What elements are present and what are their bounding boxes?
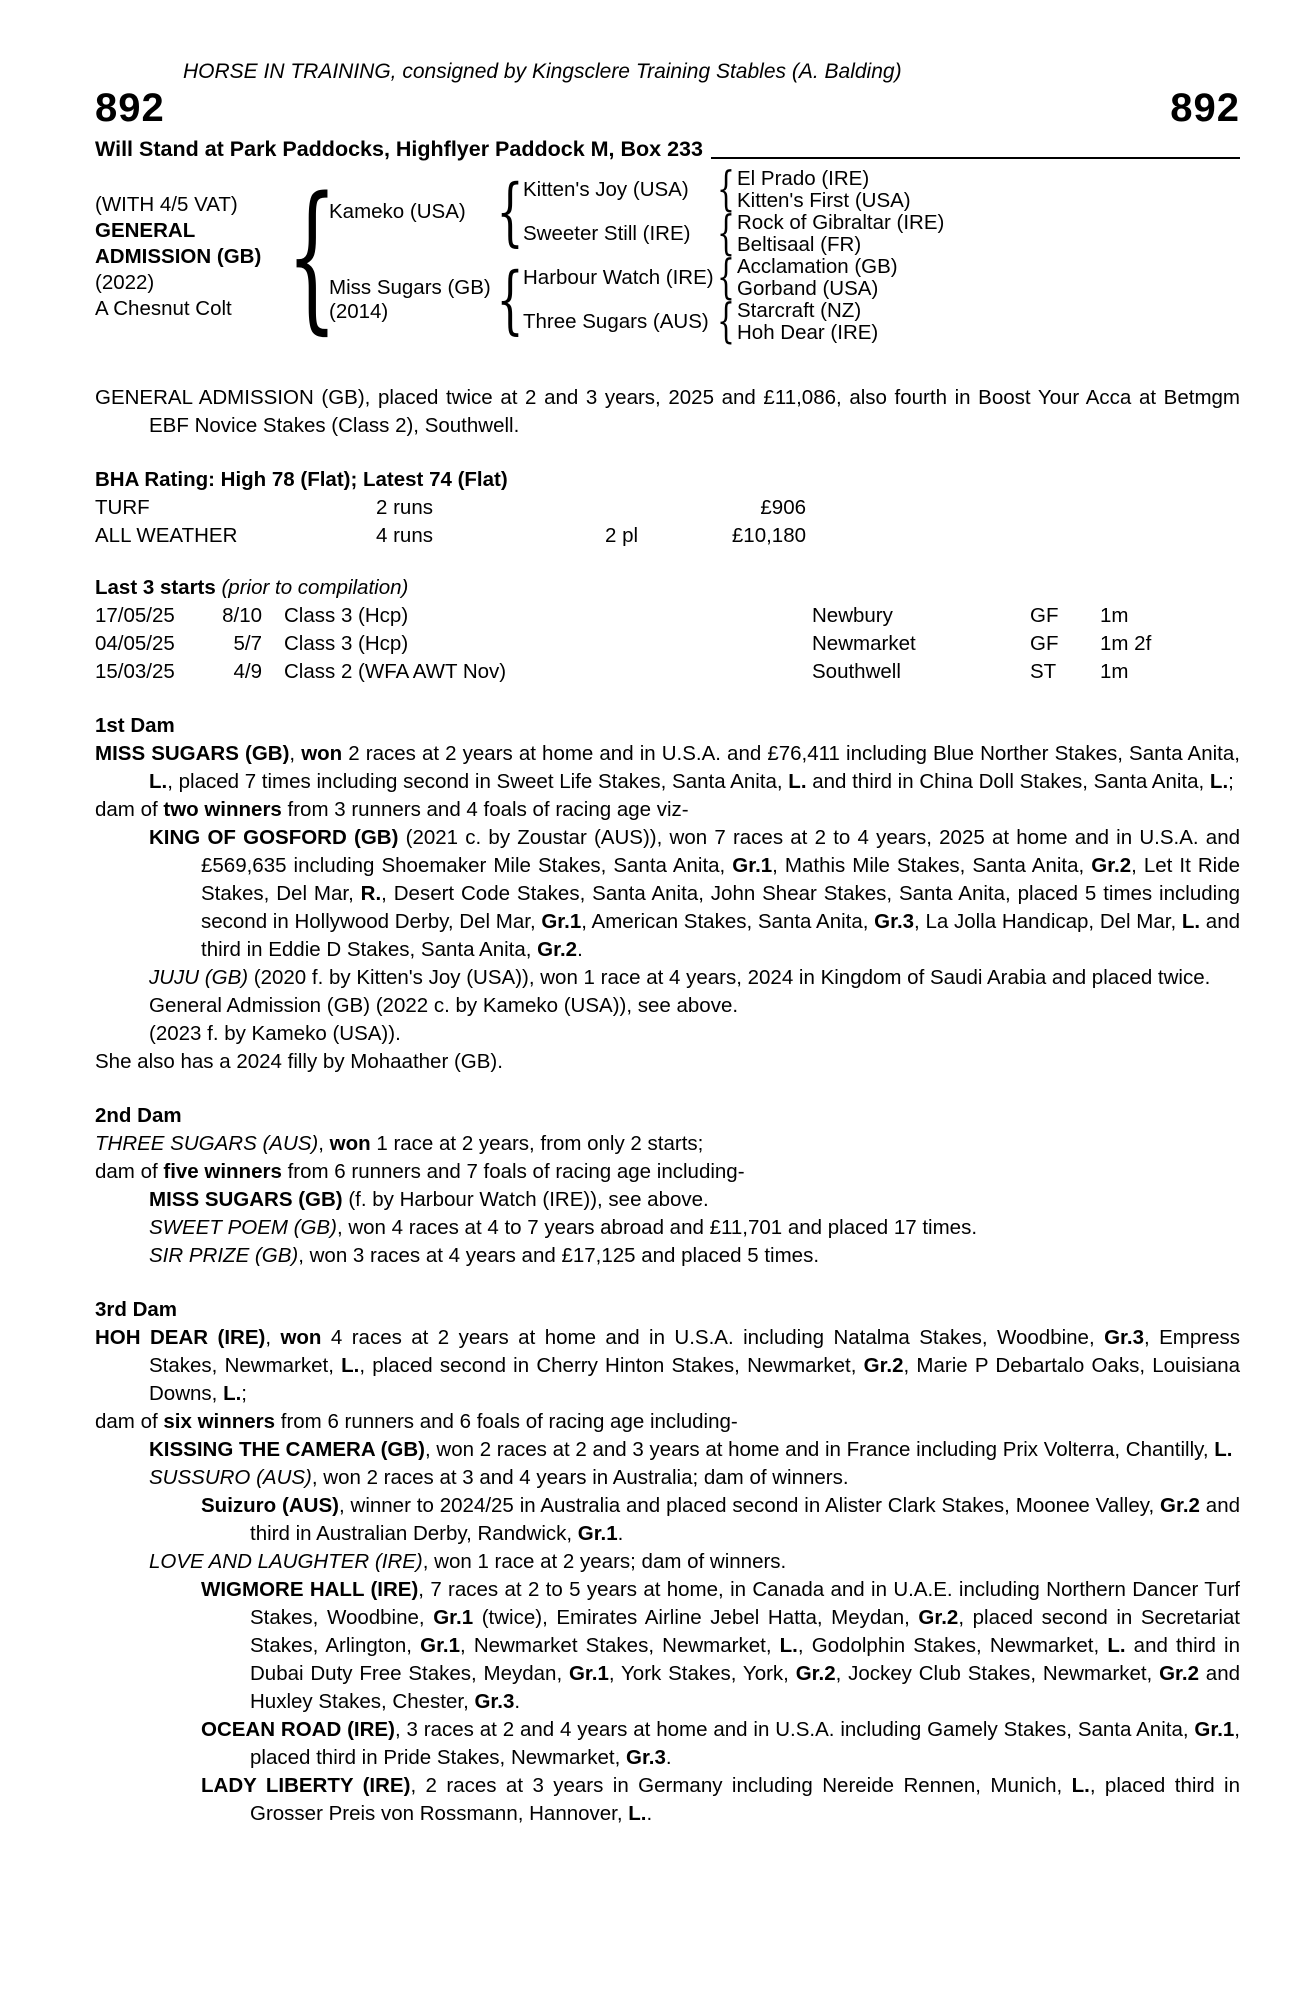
text-segment: , placed second in Secretariat Stakes, Arlington, xyxy=(250,1606,1241,1657)
text-segment: Gr.2 xyxy=(1160,1494,1200,1517)
text-segment: Gr.2 xyxy=(1091,854,1132,877)
text-segment: L. xyxy=(149,770,168,793)
text-segment: Gr.1 xyxy=(541,910,582,933)
text-segment: , York Stakes, York, xyxy=(608,1662,796,1685)
race-course: Newbury xyxy=(812,604,893,627)
text-segment: . xyxy=(646,1802,653,1825)
text-segment: Gr.1 xyxy=(568,1662,609,1685)
last-starts-label: Last 3 starts xyxy=(95,576,216,599)
text-segment: Gr.2 xyxy=(1159,1662,1199,1685)
text-segment: Gr.1 xyxy=(433,1606,474,1629)
text-segment: L. xyxy=(1214,1438,1233,1461)
text-segment: , 3 races at 2 and 4 years at home and in U.S.A. including Gamely Stakes, Santa Anita, xyxy=(394,1718,1195,1741)
race-course: Newmarket xyxy=(812,632,916,655)
race-distance: 1m xyxy=(1100,660,1129,683)
text-segment: R. xyxy=(360,882,382,905)
text-segment: , American Stakes, Santa Anita, xyxy=(581,910,875,933)
vat-note: (WITH 4/5 VAT) xyxy=(95,193,238,216)
race-date: 17/05/25 xyxy=(95,604,175,627)
lot-number-right: 892 xyxy=(1170,86,1240,130)
surface-stats-table xyxy=(95,494,1240,550)
text-segment: L. xyxy=(223,1382,242,1405)
text-segment: , Marie P Debartalo Oaks, Louisiana Downs, xyxy=(149,1354,1240,1405)
text-segment: Gr.2 xyxy=(795,1662,836,1685)
text-segment: THREE SUGARS (AUS) xyxy=(95,1132,319,1155)
text-segment: dam of xyxy=(95,1410,164,1433)
text-segment: (twice), Emirates Airline Jebel Hatta, Meydan, xyxy=(473,1606,919,1629)
text-segment: MISS SUGARS (GB) xyxy=(95,742,290,765)
pedigree-paragraph xyxy=(95,1464,1240,1492)
text-segment: 1 race at 2 years, from only 2 starts; xyxy=(370,1132,704,1155)
text-segment: , xyxy=(318,1132,330,1155)
pedigree-paragraph xyxy=(95,1772,1240,1828)
text-segment: from 6 runners and 6 foals of racing age including- xyxy=(275,1410,738,1433)
runs-value: 4 runs xyxy=(376,524,433,547)
text-segment: and Huxley Stakes, Chester, xyxy=(250,1662,1240,1713)
text-segment: , 2 races at 3 years in Germany including Nereide Rennen, Munich, xyxy=(410,1774,1072,1797)
pedigree-paragraph xyxy=(95,1186,1240,1214)
race-distance: 1m 2f xyxy=(1100,632,1152,655)
dam-section-heading: 2nd Dam xyxy=(95,1104,182,1127)
text-segment: Gr.3 xyxy=(1104,1326,1144,1349)
earnings-value: £10,180 xyxy=(731,524,806,547)
text-segment: Gr.2 xyxy=(537,938,578,961)
surface-label: TURF xyxy=(95,496,150,519)
text-segment: KISSING THE CAMERA (GB) xyxy=(149,1438,425,1461)
pedigree-brace: { xyxy=(496,257,524,343)
pedigree-brace: { xyxy=(496,169,524,255)
sire-dam-name: Sweeter Still (IRE) xyxy=(523,222,691,245)
text-segment: , 7 races at 2 to 5 years at home, in Canada and in U.A.E. including Northern Dancer Turf Stakes, Woodbine, xyxy=(250,1578,1240,1629)
text-segment: , La Jolla Handicap, Del Mar, xyxy=(914,910,1182,933)
dam-sire-name: Harbour Watch (IRE) xyxy=(523,266,714,289)
stand-location-row xyxy=(95,134,1240,164)
text-segment: MISS SUGARS (GB) xyxy=(149,1188,343,1211)
runs-value: 2 runs xyxy=(376,496,433,519)
horse-name: GENERAL ADMISSION (GB) xyxy=(95,219,262,268)
horse-description: A Chesnut Colt xyxy=(95,297,232,320)
text-segment: Gr.1 xyxy=(1194,1718,1235,1741)
text-segment: . xyxy=(665,1746,672,1769)
pedigree-paragraph xyxy=(95,1436,1240,1464)
text-segment: SWEET POEM (GB) xyxy=(149,1216,337,1239)
text-segment: Gr.1 xyxy=(732,854,773,877)
text-segment: (2021 c. by Zoustar (AUS)), won 7 races at 2 to 4 years, 2025 at home and in U.S.A. and £569,635 including Shoemaker Mile Stakes, Santa Anita, xyxy=(201,826,1240,877)
text-segment: Gr.2 xyxy=(918,1606,959,1629)
surface-stats-row xyxy=(95,522,1240,550)
race-going: GF xyxy=(1030,632,1059,655)
text-segment: L. xyxy=(1071,1774,1090,1797)
text-segment: , placed second in Cherry Hinton Stakes, Newmarket, xyxy=(359,1354,864,1377)
text-segment: (2023 f. by Kameko (USA)). xyxy=(149,1022,401,1045)
text-segment: L. xyxy=(1181,910,1201,933)
placed-value: 2 pl xyxy=(605,524,639,547)
text-segment: ; xyxy=(241,1382,247,1405)
text-segment: won xyxy=(329,1132,371,1155)
text-segment: , placed 7 times including second in Sweet Life Stakes, Santa Anita, xyxy=(167,770,789,793)
text-segment: and third in Australian Derby, Randwick, xyxy=(250,1494,1241,1545)
text-segment: SUSSURO (AUS) xyxy=(149,1466,312,1489)
race-date: 04/05/25 xyxy=(95,632,175,655)
race-going: GF xyxy=(1030,604,1059,627)
text-segment: . xyxy=(617,1522,624,1545)
race-start-row xyxy=(95,602,1240,630)
dam-section-heading: 1st Dam xyxy=(95,714,175,737)
text-segment: L. xyxy=(779,1634,798,1657)
pedigree-paragraph xyxy=(95,1492,1240,1548)
text-segment: from 6 runners and 7 foals of racing age including- xyxy=(281,1160,745,1183)
pedigree-brace: { xyxy=(717,250,735,305)
pedigree-paragraph xyxy=(95,1214,1240,1242)
race-distance: 1m xyxy=(1100,604,1129,627)
race-going: ST xyxy=(1030,660,1057,683)
pedigree-paragraph xyxy=(95,1716,1240,1772)
text-segment: from 3 runners and 4 foals of racing age viz- xyxy=(281,798,689,821)
pedigree-paragraph xyxy=(95,1548,1240,1576)
text-segment: , placed third in Pride Stakes, Newmarket, xyxy=(250,1718,1240,1769)
pedigree-paragraph xyxy=(95,1048,1240,1076)
text-segment: Gr.3 xyxy=(874,910,915,933)
text-segment: (2020 f. by Kitten's Joy (USA)), won 1 race at 4 years, 2024 in Kingdom of Saudi Arabia and placed twice. xyxy=(248,966,1211,989)
last-starts-heading xyxy=(95,574,1240,602)
bha-rating: BHA Rating: High 78 (Flat); Latest 74 (Flat) xyxy=(95,468,508,491)
pedigree-tree xyxy=(286,162,945,349)
pedigree-brace: { xyxy=(717,206,735,261)
pedigree-paragraph xyxy=(95,824,1240,964)
dam-section-heading: 3rd Dam xyxy=(95,1298,178,1321)
stand-fill-rule xyxy=(711,157,1240,159)
text-segment: JUJU (GB) xyxy=(149,966,249,989)
text-segment: Suizuro (AUS) xyxy=(201,1494,339,1517)
pedigree-paragraph xyxy=(95,964,1240,992)
text-segment: L. xyxy=(788,770,807,793)
great-grandparent-name: Kitten's First (USA) xyxy=(737,189,911,212)
text-segment: GENERAL ADMISSION (GB), placed twice at 2 and 3 years, 2025 and £11,086, also fourth in Boost Your Acca at Betmgm EBF Novice Stakes (Class 2), Southwell. xyxy=(95,386,1240,437)
text-segment: , Mathis Mile Stakes, Santa Anita, xyxy=(772,854,1092,877)
pedigree-brace: { xyxy=(286,162,338,349)
text-segment: L. xyxy=(1209,770,1229,793)
great-grandparent-name: El Prado (IRE) xyxy=(737,167,870,190)
surface-label: ALL WEATHER xyxy=(95,524,238,547)
pedigree-paragraph xyxy=(95,1242,1240,1270)
text-segment: , won 1 race at 2 years; dam of winners. xyxy=(422,1550,787,1573)
last-starts-note: (prior to compilation) xyxy=(221,576,409,599)
text-segment: six winners xyxy=(163,1410,276,1433)
pedigree-brace: { xyxy=(717,294,735,349)
sire-name: Kameko (USA) xyxy=(329,200,466,223)
pedigree-brace: { xyxy=(717,162,735,217)
race-class: Class 2 (WFA AWT Nov) xyxy=(284,660,507,683)
text-segment: , xyxy=(265,1326,281,1349)
text-segment: General Admission (GB) (2022 c. by Kameko (USA)), see above. xyxy=(149,994,739,1017)
race-position: 4/9 xyxy=(233,660,262,683)
sire-sire-name: Kitten's Joy (USA) xyxy=(523,178,689,201)
text-segment: L. xyxy=(628,1802,647,1825)
text-segment: Gr.1 xyxy=(577,1522,618,1545)
great-grandparent-name: Beltisaal (FR) xyxy=(737,233,862,256)
foal-year: (2022) xyxy=(95,271,155,294)
text-segment: Gr.3 xyxy=(474,1690,515,1713)
great-grandparent-name: Hoh Dear (IRE) xyxy=(737,321,879,344)
text-segment: won xyxy=(301,742,343,765)
pedigree-paragraph xyxy=(95,740,1240,796)
text-segment: WIGMORE HALL (IRE) xyxy=(201,1578,419,1601)
text-segment: , won 4 races at 4 to 7 years abroad and £11,701 and placed 17 times. xyxy=(336,1216,978,1239)
text-segment: 2 races at 2 years at home and in U.S.A. and £76,411 including Blue Norther Stakes, Santa Anita, xyxy=(342,742,1240,765)
race-class: Class 3 (Hcp) xyxy=(284,604,409,627)
text-segment: , winner to 2024/25 in Australia and placed second in Alister Clark Stakes, Moonee Valley, xyxy=(338,1494,1161,1517)
text-segment: , placed third in Grosser Preis von Rossmann, Hannover, xyxy=(250,1774,1241,1825)
great-grandparent-name: Acclamation (GB) xyxy=(737,255,898,278)
stand-location-line: Will Stand at Park Paddocks, Highflyer Paddock M, Box 233 xyxy=(95,137,703,161)
race-record-summary xyxy=(95,384,1240,440)
text-segment: , Empress Stakes, Newmarket, xyxy=(149,1326,1240,1377)
text-segment: LADY LIBERTY (IRE) xyxy=(201,1774,411,1797)
text-segment: won xyxy=(280,1326,322,1349)
text-segment: dam of xyxy=(95,798,164,821)
text-segment: . xyxy=(514,1690,521,1713)
text-segment: , won 3 races at 4 years and £17,125 and placed 5 times. xyxy=(298,1244,820,1267)
text-segment: 4 races at 2 years at home and in U.S.A. including Natalma Stakes, Woodbine, xyxy=(321,1326,1105,1349)
text-segment: , won 2 races at 2 and 3 years at home and in France including Prix Volterra, Chantilly, xyxy=(425,1438,1215,1461)
great-grandparent-name: Gorband (USA) xyxy=(737,277,879,300)
lot-number-left: 892 xyxy=(95,86,165,130)
dam-dam-name: Three Sugars (AUS) xyxy=(523,310,709,333)
race-position: 5/7 xyxy=(233,632,262,655)
text-segment: and third in Dubai Duty Free Stakes, Meydan, xyxy=(250,1634,1240,1685)
text-segment: and third in China Doll Stakes, Santa Anita, xyxy=(806,770,1210,793)
dam-name: Miss Sugars (GB) (2014) xyxy=(329,276,491,323)
text-segment: , won 2 races at 3 and 4 years in Australia; dam of winners. xyxy=(311,1466,849,1489)
text-segment: , Desert Code Stakes, Santa Anita, John Shear Stakes, Santa Anita, placed 5 times including second in Hollywood Derby, Del Mar, xyxy=(201,882,1240,933)
text-segment: ; xyxy=(1228,770,1234,793)
text-segment: , Newmarket Stakes, Newmarket, xyxy=(460,1634,780,1657)
race-start-row xyxy=(95,658,1240,686)
text-segment: and third in Eddie D Stakes, Santa Anita, xyxy=(201,910,1241,961)
pedigree-paragraph xyxy=(95,796,1240,824)
pedigree-paragraph xyxy=(95,1324,1240,1408)
text-segment: L. xyxy=(1107,1634,1126,1657)
pedigree-paragraph xyxy=(95,1408,1240,1436)
race-start-row xyxy=(95,630,1240,658)
dam-sections xyxy=(95,712,1240,1828)
pedigree-paragraph xyxy=(95,1158,1240,1186)
text-segment: , Let It Ride Stakes, Del Mar, xyxy=(201,854,1240,905)
text-segment: L. xyxy=(341,1354,360,1377)
pedigree-block xyxy=(95,162,1240,349)
text-segment: . xyxy=(577,938,583,961)
placed-value xyxy=(605,494,705,522)
text-segment: two winners xyxy=(163,798,282,821)
text-segment: KING OF GOSFORD (GB) xyxy=(149,826,399,849)
text-segment: She also has a 2024 filly by Mohaather (GB). xyxy=(95,1050,503,1073)
text-segment: LOVE AND LAUGHTER (IRE) xyxy=(149,1550,423,1573)
great-grandparent-name: Rock of Gibraltar (IRE) xyxy=(737,211,945,234)
text-segment: , xyxy=(289,742,302,765)
text-segment: SIR PRIZE (GB) xyxy=(149,1244,299,1267)
pedigree-paragraph xyxy=(95,1130,1240,1158)
race-date: 15/03/25 xyxy=(95,660,175,683)
surface-stats-row xyxy=(95,494,1240,522)
catalogue-page xyxy=(95,0,1240,1828)
text-segment: Gr.1 xyxy=(420,1634,461,1657)
text-segment: , Godolphin Stakes, Newmarket, xyxy=(797,1634,1108,1657)
text-segment: (f. by Harbour Watch (IRE)), see above. xyxy=(342,1188,709,1211)
text-segment: five winners xyxy=(163,1160,282,1183)
pedigree-paragraph xyxy=(95,1576,1240,1716)
pedigree-paragraph xyxy=(95,992,1240,1020)
race-course: Southwell xyxy=(812,660,901,683)
text-segment: Gr.2 xyxy=(863,1354,904,1377)
text-segment: dam of xyxy=(95,1160,164,1183)
text-segment: , Jockey Club Stakes, Newmarket, xyxy=(835,1662,1160,1685)
race-position: 8/10 xyxy=(222,604,262,627)
earnings-value: £906 xyxy=(760,496,806,519)
text-segment: OCEAN ROAD (IRE) xyxy=(201,1718,395,1741)
pedigree-paragraph xyxy=(95,1020,1240,1048)
consignment-header: HORSE IN TRAINING, consigned by Kingsclere Training Stables (A. Balding) xyxy=(183,60,902,83)
last-starts-table xyxy=(95,602,1240,686)
race-class: Class 3 (Hcp) xyxy=(284,632,409,655)
pedigree-horse-info xyxy=(95,168,295,344)
great-grandparent-name: Starcraft (NZ) xyxy=(737,299,862,322)
text-segment: Gr.3 xyxy=(626,1746,666,1769)
lot-number-row xyxy=(95,86,1240,130)
text-segment: HOH DEAR (IRE) xyxy=(95,1326,266,1349)
